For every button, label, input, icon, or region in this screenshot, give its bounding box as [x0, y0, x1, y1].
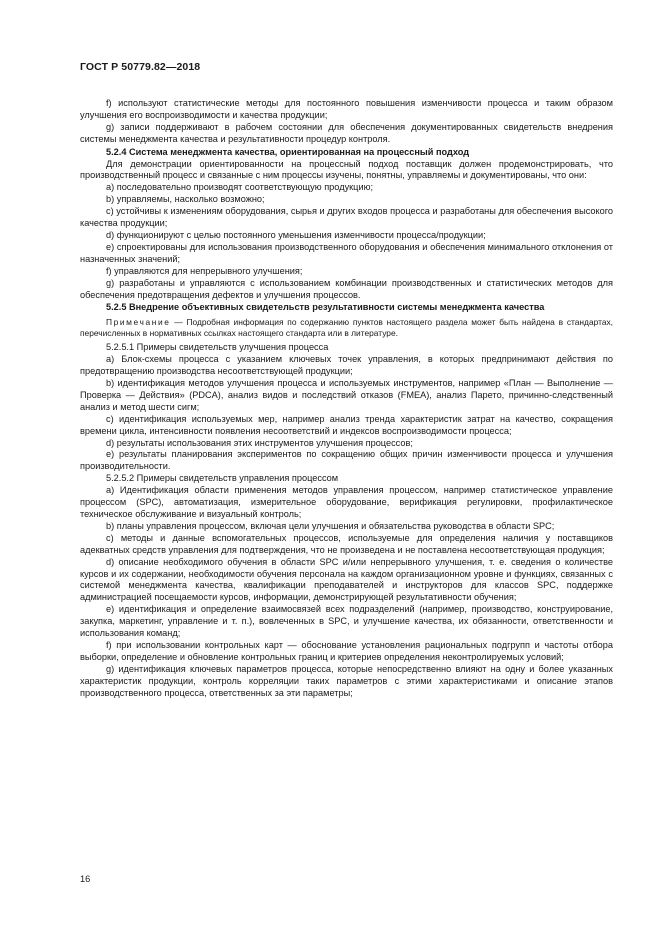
control-item-g: g) идентификация ключевых параметров процесса, которые непосредственно влияют на одну и более указанных характеристик продукции, контроль корреляции таких параметров с этими характеристиками и описание этапов производственного процесса, ответственных за эти параметры;: [80, 663, 613, 698]
note-text: — Подробная информация по содержанию пунктов настоящего раздела может быть найдена в стандартах, перечисленных в нормативных ссылках настоящего стандарта или в литературе.: [80, 317, 613, 339]
control-item-a: a) Идентификация области применения методов управления процессом, например статистическое управление процессом (SPC), автоматизация, измерительное оборудование, верификация регулировки, профилактическое техническое обслуживание и визуальный контроль;: [80, 485, 613, 519]
note-label: Примечание: [106, 317, 171, 328]
subsection-heading-5-2-5-2: 5.2.5.2 Примеры свидетельств управления процессом: [106, 473, 339, 484]
control-item-b: b) планы управления процессом, включая цели улучшения и обязательства руководства в области SPC;: [106, 520, 555, 531]
list-item-c: c) устойчивы к изменениям оборудования, сырья и других входов процесса и разработаны для обеспечения высокого качества продукции;: [80, 206, 613, 229]
control-item-f: f) при использовании контрольных карт — обоснование установления рациональных подгрупп и частоты отбора выборки, определение и обновление контрольных границ и критериев определения неконтролируемых условий;: [80, 639, 613, 662]
improvement-item-d: d) результаты использования этих инструментов улучшения процессов;: [106, 437, 413, 448]
page-number: 16: [80, 874, 91, 884]
list-item-e: e) спроектированы для использования производственного оборудования и обеспечения минимального отклонения от назначенных значений;: [80, 241, 613, 264]
list-item-f: f) управляются для непрерывного улучшения;: [106, 265, 303, 276]
improvement-item-a: a) Блок-схемы процесса с указанием ключевых точек управления, в которых предпринимают действия по предотвращению производства несоответствующей продукции;: [80, 354, 613, 377]
paragraph-f-statistical-methods: f) используют статистические методы для постоянного повышения изменчивости процесса и таким образом улучшения его воспроизводимости и качества продукции;: [80, 98, 613, 120]
section-heading-5-2-5: 5.2.5 Внедрение объективных свидетельств результативности системы менеджмента качества: [106, 302, 545, 313]
list-item-b: b) управляемы, насколько возможно;: [106, 194, 265, 205]
control-item-e: e) идентификация и определение взаимосвязей всех подразделений (например, производство, конструирование, закупка, маркетинг, управление и т. п.), вовлеченных в SPC, и улучшение качества, их обязанности, ответственности и использования команд;: [80, 604, 613, 639]
paragraph-process-demo-intro: Для демонстрации ориентированности на процессный подход поставщик должен продемонстрировать, что производственный процесс и связанные с ним процессы изучены, понятны, управляемы и документированы, что они:: [80, 158, 613, 181]
document-page: [80, 0, 613, 935]
control-item-d: d) описание необходимого обучения в области SPC и/или непрерывного улучшения, т. е. сведения о количестве курсов и их содержании, необходимости обучения персонала на каждом организационном уровне и функциях, связанных с системой менеджмента качества, квалификации преподавателей и инструкторов для классов SPC, поддержке администрацией посещаемости курсов, информации, демонстрирующей результативности обучения;: [80, 556, 613, 603]
section-heading-5-2-4: 5.2.4 Система менеджмента качества, ориентированная на процессный подход: [106, 146, 470, 157]
improvement-item-e: e) результаты планирования экспериментов по сокращению общих причин изменчивости процесса и улучшения производительности.: [80, 449, 613, 472]
subsection-heading-5-2-5-1: 5.2.5.1 Примеры свидетельств улучшения процесса: [106, 342, 329, 353]
list-item-a: a) последовательно производят соответствующую продукцию;: [106, 182, 374, 193]
control-item-c: c) методы и данные вспомогательных процессов, используемые для определения наличия у поставщиков адекватных средств управления для подтверждения, что не произведена и не поставлена несоответствующая продукция;: [80, 532, 613, 555]
list-item-g: g) разработаны и управляются с использованием комбинации производственных и статистических методов для обеспечения предотвращения дефектов и улучшения процессов.: [80, 277, 613, 300]
paragraph-g-records: g) записи поддерживают в рабочем состоянии для обеспечения документированных свидетельств внедрения системы менеджмента качества и результативности процедур контроля.: [80, 121, 613, 144]
document-body: [80, 98, 613, 700]
list-item-d: d) функционируют с целью постоянного уменьшения изменчивости процесса/продукции;: [106, 229, 486, 240]
improvement-item-c: c) идентификация используемых мер, например анализ тренда характеристик затрат на качество, сокращения времени цикла, интенсивности появления несоответствий и индексов воспроизводимости процесса;: [80, 413, 613, 436]
improvement-item-b: b) идентификация методов улучшения процесса и используемых инструментов, например «План — Выполнение — Проверка — Действия» (PDCA), анализ видов и последствий отказов (FMEA), анализ Парето, причинно-следственный анализ и метод шести сигм;: [80, 378, 613, 412]
document-header: ГОСТ Р 50779.82—2018: [80, 61, 201, 73]
note-paragraph: [80, 317, 613, 339]
